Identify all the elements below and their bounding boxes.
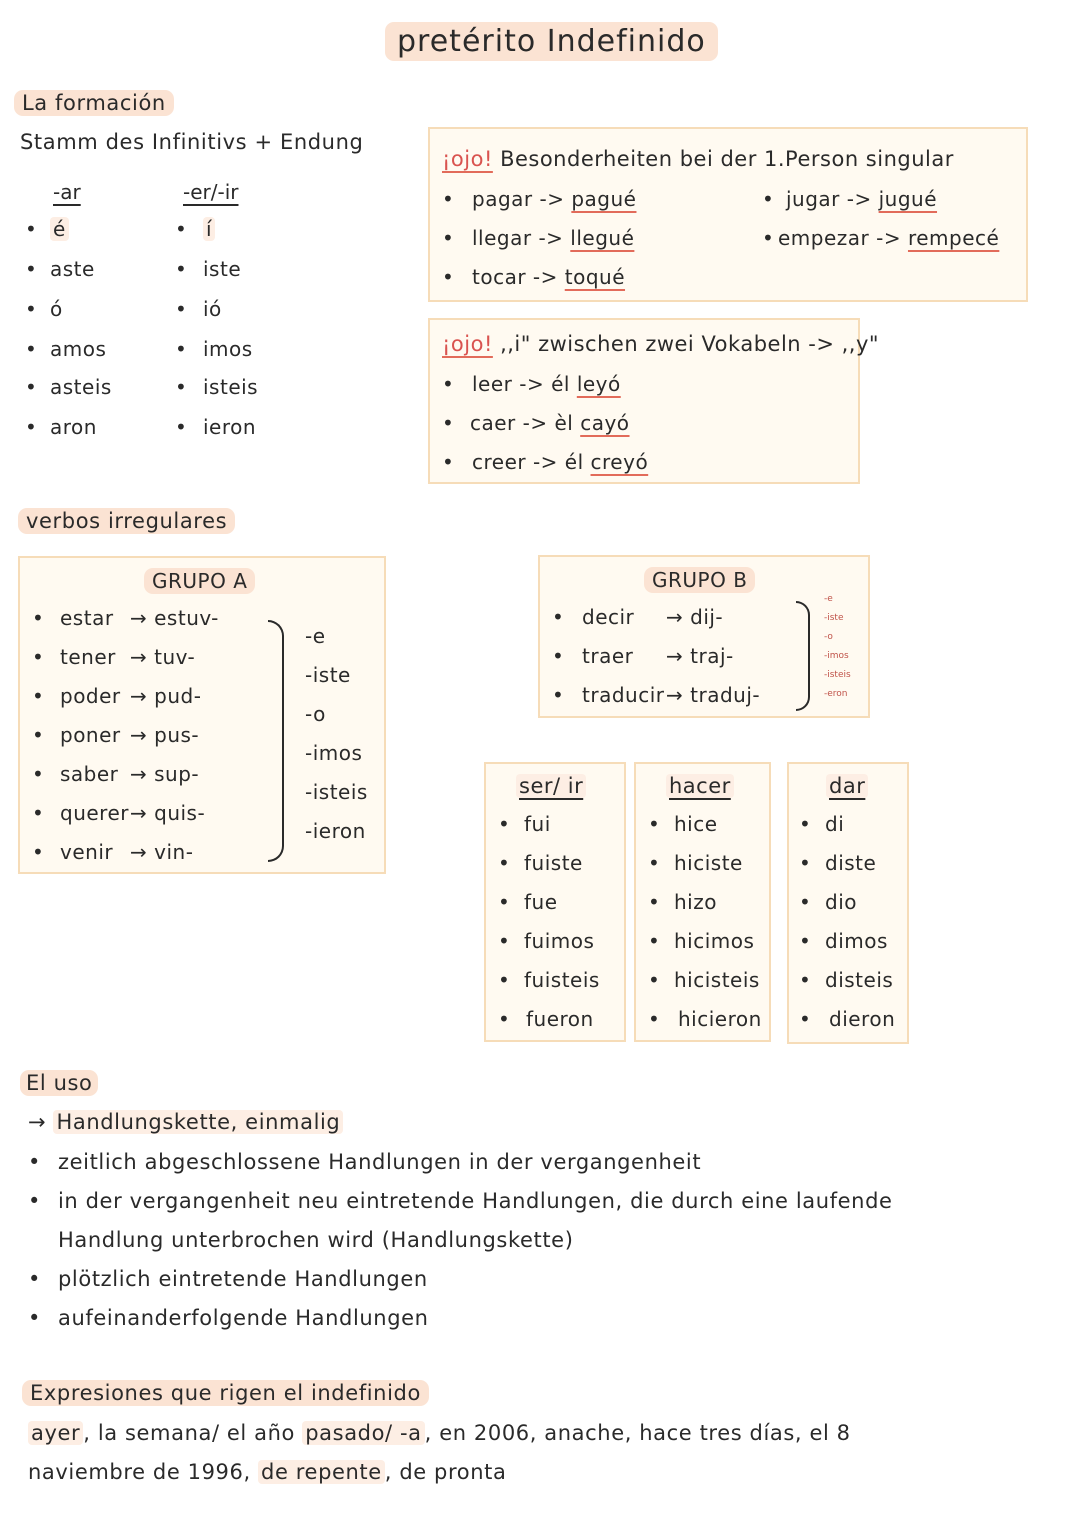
form: hicisteis — [674, 968, 760, 992]
er-ir-ending: imos — [203, 337, 253, 361]
er-ir-ending: isteis — [203, 375, 259, 399]
er-ir-header: -er/-ir — [183, 180, 239, 204]
ending: -e — [305, 624, 326, 648]
uso-item-cont: Handlung unterbrochen wird (Handlungskette) — [58, 1228, 574, 1252]
ojo-form: leyó — [576, 372, 621, 396]
dar-forms: • di • diste • dio • dimos • disteis • dieron — [799, 812, 896, 1031]
ojo-box-primera-persona: ¡ojo! Besonderheiten bei der 1.Person singular • pagar -> pagué • llegar -> llegué • tocar -> toqué • jugar -> jugué • empezar -> rempecé — [428, 127, 1028, 302]
ojo-title: ,,i" zwischen zwei Vokabeln -> ,,y" — [500, 332, 880, 356]
ending: -iste — [824, 613, 844, 623]
brace-icon — [268, 620, 284, 862]
expresion: pasado/ -a — [302, 1421, 424, 1445]
verb-stem: dij- — [690, 605, 724, 629]
ojo-form: rempecé — [907, 226, 1000, 250]
ar-ending: ó — [50, 297, 63, 321]
ending: -isteis — [824, 670, 851, 680]
hacer-forms: • hice • hiciste • hizo • hicimos • hicisteis • hicieron — [648, 812, 762, 1031]
uso-item: plötzlich eintretende Handlungen — [58, 1267, 428, 1291]
form: fuimos — [524, 929, 595, 953]
dar-box — [787, 762, 909, 1044]
uso-item: in der vergangenheit neu eintretende Handlungen, die durch eine laufende — [58, 1189, 893, 1213]
uso-list: • zeitlich abgeschlossene Handlungen in der vergangenheit • in der vergangenheit neu eintretende Handlungen, die durch eine laufende Handlung unterbrochen wird (Handlungskette) • plötzlich eintretende Handlungen • aufeinanderfolgende Handlungen — [28, 1150, 893, 1330]
arrow-icon: → — [28, 1110, 47, 1134]
ojo-form: llegué — [570, 226, 635, 250]
uso-item: aufeinanderfolgende Handlungen — [58, 1306, 429, 1330]
ar-header: -ar — [53, 180, 81, 204]
arrow-icon: → — [130, 723, 148, 747]
uso-heading: El uso — [20, 1070, 98, 1096]
er-ir-ending: ieron — [203, 415, 257, 439]
verb-stem: pud- — [154, 684, 202, 708]
expresiones-heading: Expresiones que rigen el indefinido — [22, 1380, 429, 1406]
arrow-icon: → — [130, 645, 148, 669]
arrow-icon: → — [130, 606, 148, 630]
er-ir-ending: ió — [203, 297, 222, 321]
grupo-b-endings — [824, 593, 864, 713]
arrow-icon: → — [666, 683, 684, 707]
ending: -o — [305, 702, 326, 726]
ojo-inf: caer -> èl — [470, 411, 574, 435]
form: hice — [674, 812, 718, 836]
grupo-a-title: GRUPO A — [144, 568, 255, 594]
ojo-inf: leer -> él — [472, 372, 570, 396]
page-title: pretérito Indefinido — [385, 22, 718, 61]
expresion: , en 2006, anache, hace tres días, el 8 — [424, 1421, 851, 1445]
arrow-icon: → — [130, 762, 148, 786]
brace-icon — [796, 601, 810, 711]
verb-stem: traj- — [690, 644, 734, 668]
verb-stem: tuv- — [154, 645, 196, 669]
ojo-form: creyó — [590, 450, 649, 474]
form: dio — [825, 890, 857, 914]
ar-ending: aron — [50, 415, 97, 439]
expresion: , la semana/ el año — [83, 1421, 303, 1445]
verb-inf: venir — [60, 840, 114, 864]
expresiones-line-2 — [28, 1460, 506, 1484]
grupo-b-title: GRUPO B — [644, 567, 755, 593]
ending: -imos — [305, 741, 363, 765]
ending: -e — [824, 594, 833, 604]
arrow-icon: → — [130, 840, 148, 864]
ojo-label: ¡ojo! — [442, 147, 493, 171]
ojo-form: jugué — [878, 187, 938, 211]
verb-inf: saber — [60, 762, 119, 786]
form: di — [825, 812, 845, 836]
uso-arrow-text: Handlungskette, einmalig — [53, 1110, 343, 1134]
grupo-a-endings — [305, 624, 385, 854]
form: fuiste — [524, 851, 583, 875]
formacion-rule: Stamm des Infinitivs + Endung — [20, 130, 364, 154]
verb-stem: quis- — [154, 801, 206, 825]
ser-ir-forms: • fui • fuiste • fue • fuimos • fuisteis • fueron — [498, 812, 600, 1031]
verb-inf: estar — [60, 606, 114, 630]
form: fue — [524, 890, 558, 914]
arrow-icon: → — [666, 605, 684, 629]
ar-endings-list: • é • aste • ó • amos • asteis • aron — [25, 217, 112, 439]
verb-stem: pus- — [154, 723, 200, 747]
ar-ending: aste — [50, 257, 95, 281]
grupo-b-verbs: • decir → dij- • traer → traj- • traducir→ traduj- — [552, 605, 761, 707]
hacer-title: hacer — [666, 774, 734, 798]
form: hiciste — [674, 851, 743, 875]
er-ir-ending: iste — [203, 257, 242, 281]
hacer-box — [634, 762, 771, 1042]
verb-inf: traducir — [582, 683, 665, 707]
expresion: , de pronta — [384, 1460, 507, 1484]
form: fui — [524, 812, 551, 836]
expresion: de repente — [258, 1460, 385, 1484]
verb-inf: decir — [582, 605, 635, 629]
form: hizo — [674, 890, 717, 914]
ser-ir-title: ser/ ir — [516, 774, 586, 798]
uso-item: zeitlich abgeschlossene Handlungen in der vergangenheit — [58, 1150, 702, 1174]
uso-arrow-item — [28, 1110, 343, 1134]
form: fuisteis — [524, 968, 600, 992]
ojo-inf: llegar -> — [472, 226, 564, 250]
formacion-heading: La formación — [14, 90, 174, 116]
expresion: naviembre de 1996, — [28, 1460, 259, 1484]
ojo-inf: creer -> él — [472, 450, 584, 474]
ojo-inf: pagar -> — [472, 187, 565, 211]
expresion: ayer — [28, 1421, 83, 1445]
er-ir-endings-list: • í • iste • ió • imos • isteis • ieron — [175, 217, 259, 439]
verb-stem: vin- — [154, 840, 194, 864]
arrow-icon: → — [666, 644, 684, 668]
irregulares-heading: verbos irregulares — [18, 508, 235, 534]
ojo-label: ¡ojo! — [442, 332, 493, 356]
arrow-icon: → — [130, 801, 148, 825]
ending: -iste — [305, 663, 351, 687]
arrow-icon: → — [130, 684, 148, 708]
ending: -o — [824, 632, 833, 642]
er-ir-ending: í — [203, 217, 215, 241]
form: diste — [825, 851, 877, 875]
ser-ir-box — [484, 762, 626, 1042]
ending: -eron — [824, 689, 848, 699]
ending: -ieron — [305, 819, 366, 843]
grupo-b-box — [538, 555, 870, 718]
verb-stem: traduj- — [690, 683, 761, 707]
ojo-form: pagué — [571, 187, 637, 211]
verb-inf: poner — [60, 723, 121, 747]
form: dimos — [825, 929, 888, 953]
grupo-a-verbs: • estar → estuv- • tener → tuv- • poder → pud- • poner → pus- • saber → sup- • querer→ quis- • venir → vin- — [32, 606, 219, 864]
ending: -isteis — [305, 780, 368, 804]
ojo-title: Besonderheiten bei der 1.Person singular — [500, 147, 954, 171]
verb-inf: tener — [60, 645, 116, 669]
ojo-form: cayó — [580, 411, 630, 435]
ar-ending: amos — [50, 337, 107, 361]
ojo-inf: tocar -> — [472, 265, 558, 289]
verb-stem: sup- — [154, 762, 200, 786]
ar-ending: é — [50, 217, 69, 241]
ojo-inf: empezar -> — [778, 226, 902, 250]
form: fueron — [526, 1007, 594, 1031]
verb-inf: traer — [582, 644, 634, 668]
ojo-inf: jugar -> — [786, 187, 872, 211]
expresiones-line-1 — [28, 1421, 851, 1445]
form: hicieron — [678, 1007, 762, 1031]
grupo-a-box — [18, 556, 386, 874]
form: dieron — [829, 1007, 896, 1031]
ojo-form: toqué — [564, 265, 626, 289]
verb-stem: estuv- — [154, 606, 219, 630]
ar-ending: asteis — [50, 375, 112, 399]
ending: -imos — [824, 651, 849, 661]
form: hicimos — [674, 929, 755, 953]
ojo-box-i-y: ¡ojo! ,,i" zwischen zwei Vokabeln -> ,,y" • leer -> él leyó • caer -> èl cayó • creer -> él creyó — [428, 318, 860, 484]
verb-inf: querer — [60, 801, 129, 825]
verb-inf: poder — [60, 684, 121, 708]
dar-title: dar — [826, 774, 868, 798]
form: disteis — [825, 968, 894, 992]
